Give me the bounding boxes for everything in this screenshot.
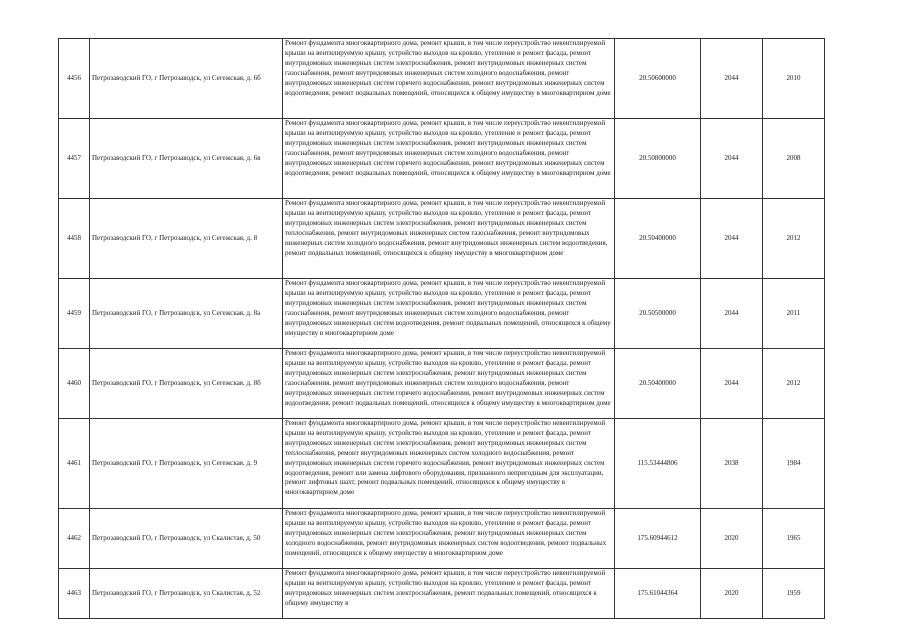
capital-repair-table bbox=[58, 38, 825, 619]
row-number: 4458 bbox=[59, 199, 90, 279]
row-cost: 20.50800000 bbox=[615, 119, 701, 199]
row-address: Петрозаводский ГО, г Петрозаводск, ул Сегежская, д. 9 bbox=[90, 419, 283, 509]
row-cost: 115.53444806 bbox=[615, 419, 701, 509]
row-cost: 20.50400000 bbox=[615, 199, 701, 279]
row-planned-year: 2038 bbox=[701, 419, 763, 509]
row-number: 4462 bbox=[59, 509, 90, 569]
row-works: Ремонт фундамента многоквартирного дома, ремонт крыши, в том числе переустройство невентилируемой крыши на вентилируемую крышу, устройство выходов на кровлю, утепление и ремонт фасада, ремонт внутридомовых инженерных систем электроснабжения, ремонт внутридомовых инженерных систем теплоснабжения, ремонт внутридомовых инженерных систем холодного водоснабжения, ремонт внутридомовых инженерных систем горячего водоснабжения, ремонт внутридомовых инженерных систем водоотведения, ремонт или замена лифтового оборудования, признанного непригодным для эксплуатации, ремонт лифтовых шахт, ремонт подвальных помещений, относящихся к общему имуществу в многоквартирном доме bbox=[283, 419, 615, 509]
row-planned-year: 2044 bbox=[701, 119, 763, 199]
row-address: Петрозаводский ГО, г Петрозаводск, ул Сегежская, д. 8 bbox=[90, 199, 283, 279]
row-works: Ремонт фундамента многоквартирного дома, ремонт крыши, в том числе переустройство невентилируемой крыши на вентилируемую крышу, устройство выходов на кровлю, утепление и ремонт фасада, ремонт внутридомовых инженерных систем электроснабжения, ремонт внутридомовых инженерных систем холодного водоснабжения, ремонт внутридомовых инженерных систем водоотведения, ремонт подвальных помещений, относящихся к общему имуществу в многоквартирном доме bbox=[283, 509, 615, 569]
row-built-year: 1965 bbox=[763, 509, 825, 569]
row-number: 4457 bbox=[59, 119, 90, 199]
row-works: Ремонт фундамента многоквартирного дома, ремонт крыши, в том числе переустройство невентилируемой крыши на вентилируемую крышу, устройство выходов на кровлю, утепление и ремонт фасада, ремонт внутридомовых инженерных систем электроснабжения, ремонт внутридомовых инженерных систем теплоснабжения, ремонт внутридомовых инженерных систем газоснабжения, ремонт внутридомовых инженерных систем холодного водоснабжения, ремонт внутридомовых инженерных систем водоотведения, ремонт подвальных помещений, относящихся к общему имуществу в многоквартирном доме bbox=[283, 199, 615, 279]
row-planned-year: 2020 bbox=[701, 569, 763, 619]
table-row bbox=[59, 199, 825, 279]
row-address: Петрозаводский ГО, г Петрозаводск, ул Скалистая, д. 52 bbox=[90, 569, 283, 619]
row-built-year: 1959 bbox=[763, 569, 825, 619]
row-cost: 20.50400000 bbox=[615, 349, 701, 419]
row-planned-year: 2044 bbox=[701, 349, 763, 419]
row-works: Ремонт фундамента многоквартирного дома, ремонт крыши, в том числе переустройство невентилируемой крыши на вентилируемую крышу, устройство выходов на кровлю, утепление и ремонт фасада, ремонт внутридомовых инженерных систем электроснабжения, ремонт внутридомовых инженерных систем газоснабжения, ремонт внутридомовых инженерных систем холодного водоснабжения, ремонт внутридомовых инженерных систем горячего водоснабжения, ремонт внутридомовых инженерных систем водоотведения, ремонт подвальных помещений, относящихся к общему имуществу в многоквартирном доме bbox=[283, 349, 615, 419]
row-address: Петрозаводский ГО, г Петрозаводск, ул Сегежская, д. 8б bbox=[90, 349, 283, 419]
row-address: Петрозаводский ГО, г Петрозаводск, ул Сегежская, д. 8а bbox=[90, 279, 283, 349]
table-row bbox=[59, 39, 825, 119]
row-built-year: 2012 bbox=[763, 199, 825, 279]
row-cost: 20.50500000 bbox=[615, 279, 701, 349]
row-cost: 20.50600000 bbox=[615, 39, 701, 119]
row-works: Ремонт фундамента многоквартирного дома, ремонт крыши, в том числе переустройство невентилируемой крыши на вентилируемую крышу, устройство выходов на кровлю, утепление и ремонт фасада, ремонт внутридомовых инженерных систем электроснабжения, ремонт внутридомовых инженерных систем газоснабжения, ремонт внутридомовых инженерных систем холодного водоснабжения, ремонт внутридомовых инженерных систем горячего водоснабжения, ремонт внутридомовых инженерных систем водоотведения, ремонт подвальных помещений, относящихся к общему имуществу в многоквартирном доме bbox=[283, 39, 615, 119]
row-number: 4456 bbox=[59, 39, 90, 119]
row-built-year: 2010 bbox=[763, 39, 825, 119]
table-row bbox=[59, 119, 825, 199]
row-planned-year: 2044 bbox=[701, 39, 763, 119]
row-planned-year: 2044 bbox=[701, 199, 763, 279]
row-address: Петрозаводский ГО, г Петрозаводск, ул Сегежская, д. 6в bbox=[90, 119, 283, 199]
row-number: 4463 bbox=[59, 569, 90, 619]
row-planned-year: 2020 bbox=[701, 509, 763, 569]
table-row bbox=[59, 349, 825, 419]
table-row bbox=[59, 419, 825, 509]
row-built-year: 2011 bbox=[763, 279, 825, 349]
table-row bbox=[59, 509, 825, 569]
row-number: 4461 bbox=[59, 419, 90, 509]
row-built-year: 1984 bbox=[763, 419, 825, 509]
table-row bbox=[59, 279, 825, 349]
row-built-year: 2008 bbox=[763, 119, 825, 199]
row-number: 4459 bbox=[59, 279, 90, 349]
row-works: Ремонт фундамента многоквартирного дома, ремонт крыши, в том числе переустройство невентилируемой крыши на вентилируемую крышу, устройство выходов на кровлю, утепление и ремонт фасада, ремонт внутридомовых инженерных систем электроснабжения, ремонт внутридомовых инженерных систем газоснабжения, ремонт внутридомовых инженерных систем холодного водоснабжения, ремонт внутридомовых инженерных систем горячего водоснабжения, ремонт внутридомовых инженерных систем водоотведения, ремонт подвальных помещений, относящихся к общему имуществу в многоквартирном доме bbox=[283, 119, 615, 199]
row-planned-year: 2044 bbox=[701, 279, 763, 349]
row-works: Ремонт фундамента многоквартирного дома, ремонт крыши, в том числе переустройство невентилируемой крыши на вентилируемую крышу, устройство выходов на кровлю, утепление и ремонт фасада, ремонт внутридомовых инженерных систем электроснабжения, ремонт подвальных помещений, относящихся к общему имуществу в bbox=[283, 569, 615, 619]
table-row bbox=[59, 569, 825, 619]
row-works: Ремонт фундамента многоквартирного дома, ремонт крыши, в том числе переустройство невентилируемой крыши на вентилируемую крышу, устройство выходов на кровлю, утепление и ремонт фасада, ремонт внутридомовых инженерных систем электроснабжения, ремонт внутридомовых инженерных систем газоснабжения, ремонт внутридомовых инженерных систем холодного водоснабжения, ремонт внутридомовых инженерных систем водоотведения, ремонт подвальных помещений, относящихся к общему имуществу в многоквартирном доме bbox=[283, 279, 615, 349]
row-cost: 175.61044364 bbox=[615, 569, 701, 619]
row-built-year: 2012 bbox=[763, 349, 825, 419]
row-address: Петрозаводский ГО, г Петрозаводск, ул Сегежская, д. 6б bbox=[90, 39, 283, 119]
row-cost: 175.60944612 bbox=[615, 509, 701, 569]
row-address: Петрозаводский ГО, г Петрозаводск, ул Скалистая, д. 50 bbox=[90, 509, 283, 569]
row-number: 4460 bbox=[59, 349, 90, 419]
